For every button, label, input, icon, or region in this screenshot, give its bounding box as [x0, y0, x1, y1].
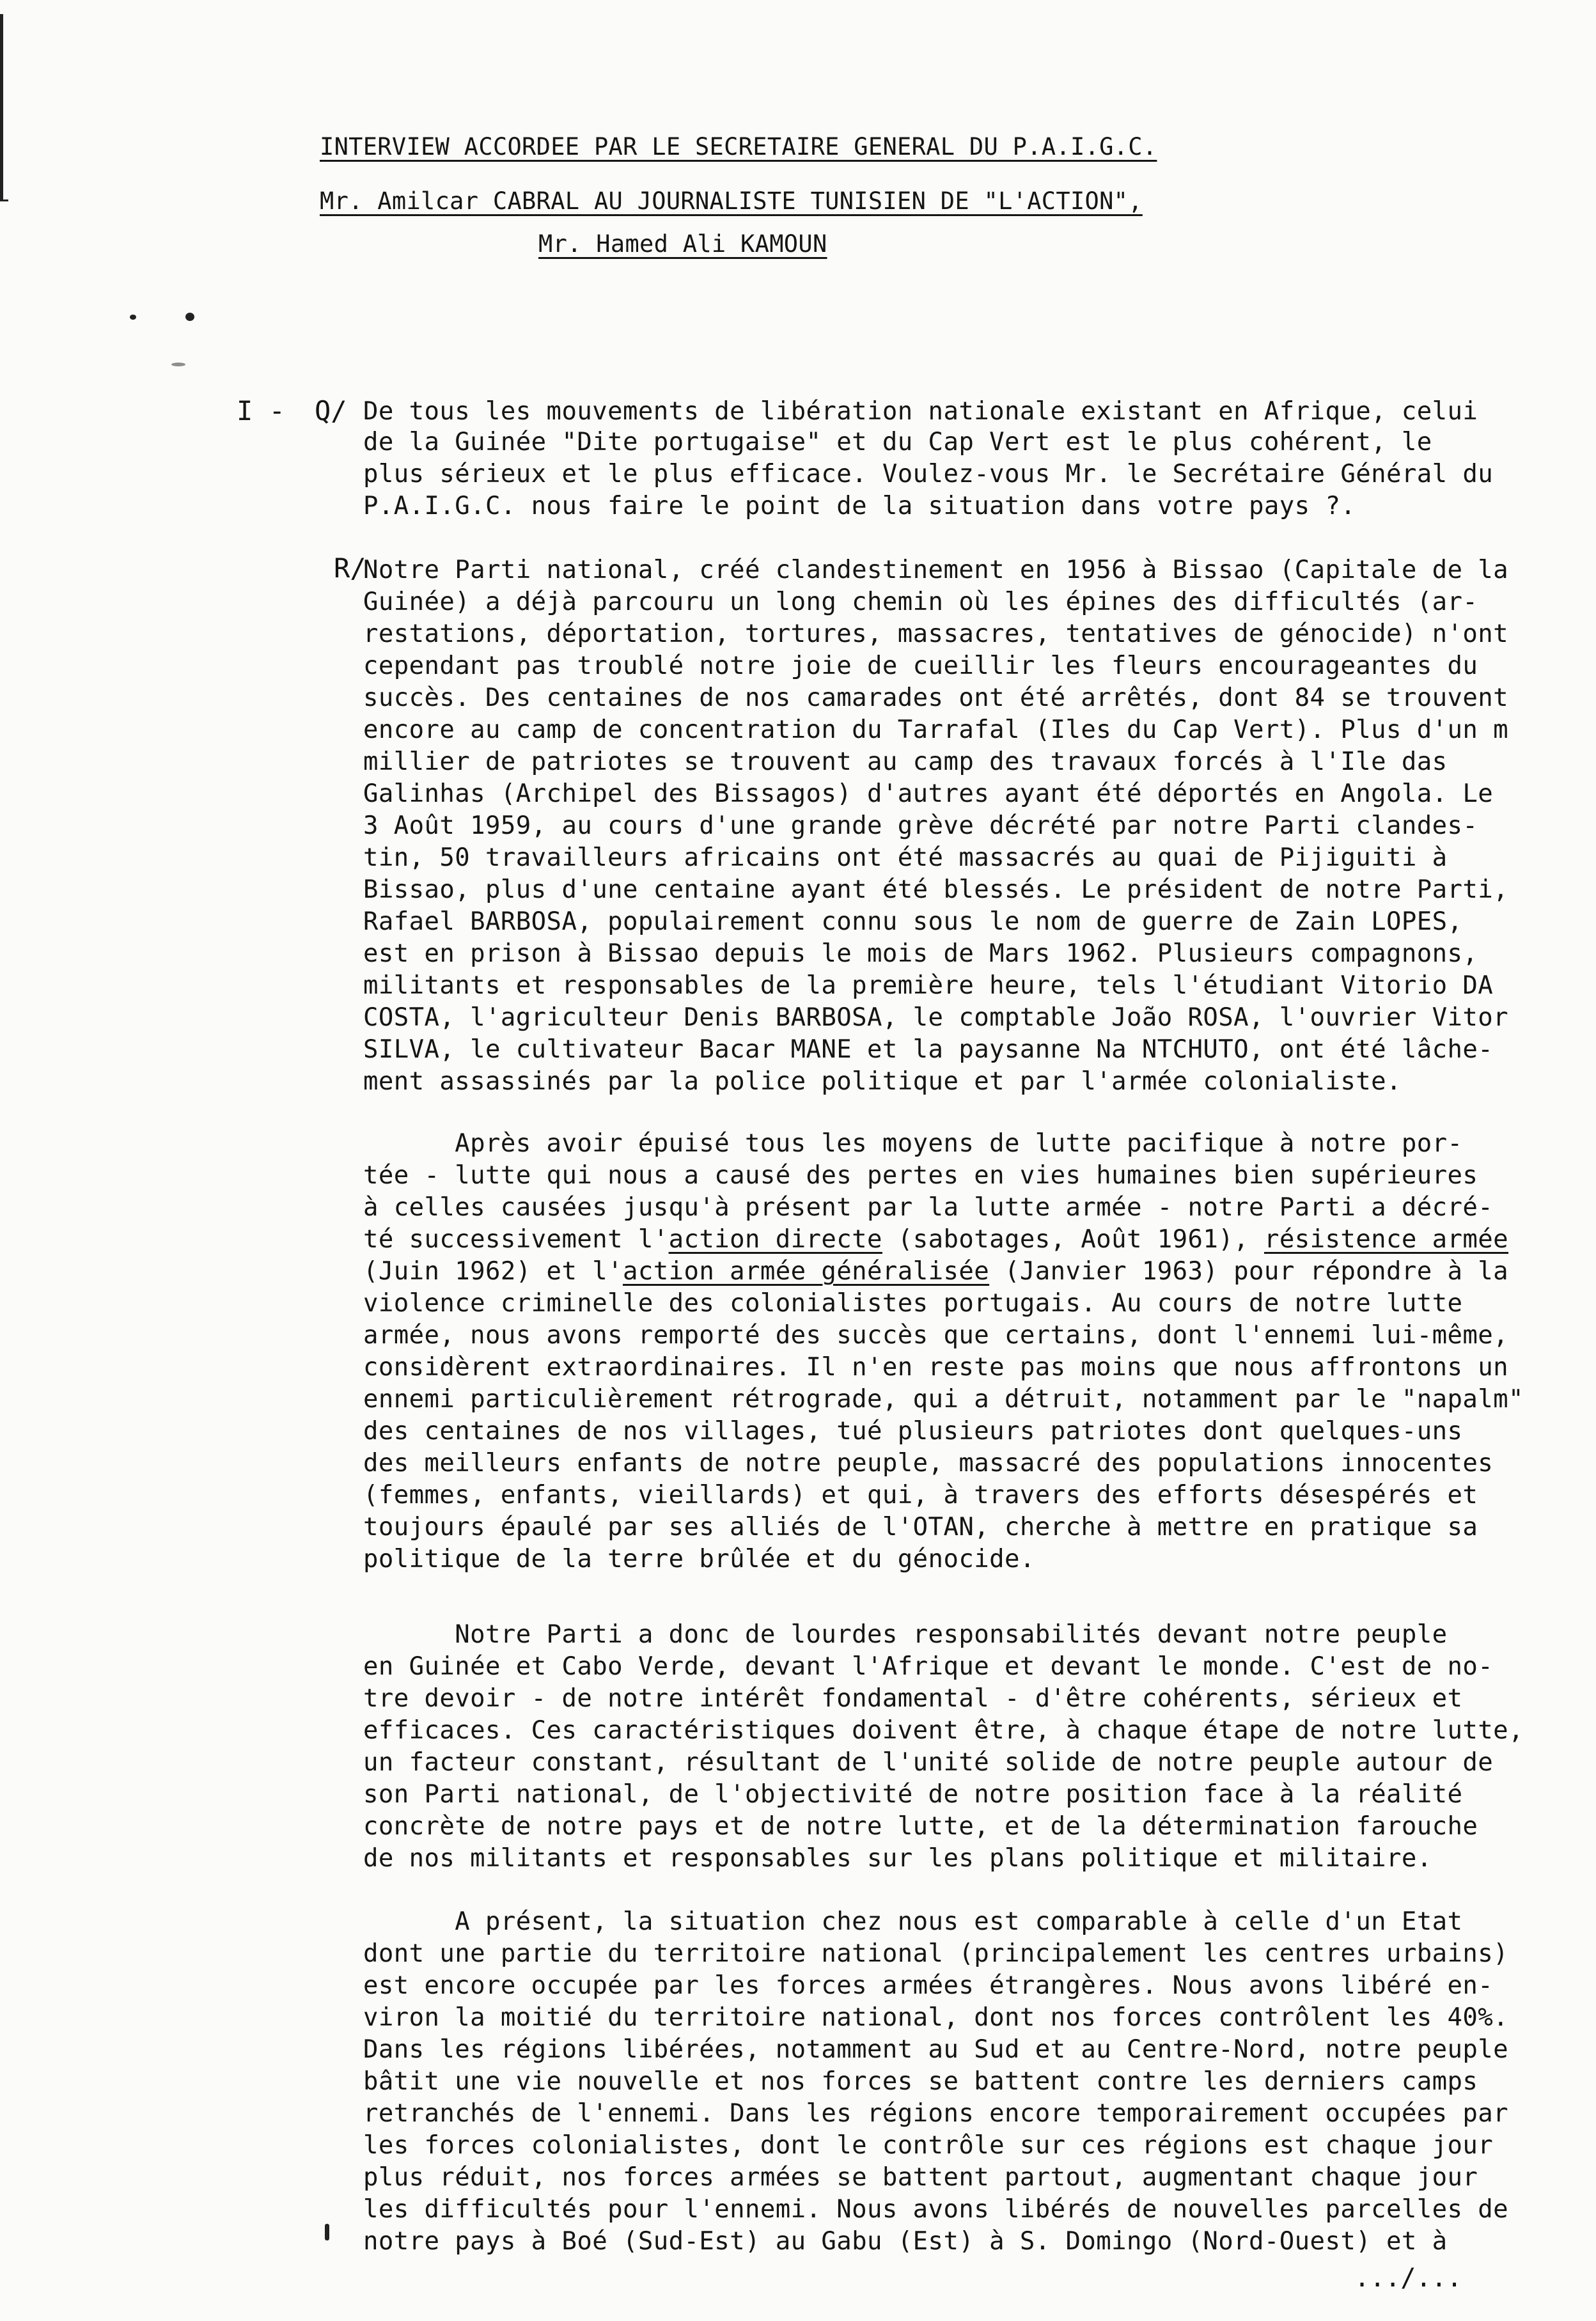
paragraph-line: considèrent extraordinaires. Il n'en reste pas moins que nous affrontons un	[363, 1353, 1508, 1382]
answer-line: militants et responsables de la première heure, tels l'étudiant Vitorio DA	[363, 971, 1494, 1000]
paragraph-line: toujours épaulé par ses alliés de l'OTAN, cherche à mettre en pratique sa	[363, 1513, 1478, 1542]
line-segment: (Juin 1962) et l'	[363, 1257, 623, 1286]
paragraph-line: son Parti national, de l'objectivité de notre position face à la réalité	[363, 1780, 1463, 1809]
paragraph-line: en Guinée et Cabo Verde, devant l'Afrique et devant le monde. C'est de no-	[363, 1652, 1494, 1681]
paragraph-line: un facteur constant, résultant de l'unité solide de notre peuple autour de	[363, 1748, 1494, 1777]
section-number: I -	[237, 395, 285, 426]
paragraph-line: les forces colonialistes, dont le contrôle sur ces régions est chaque jour	[363, 2131, 1494, 2160]
line-segment: (sabotages, Août 1961),	[882, 1225, 1264, 1254]
paragraph-line: est encore occupée par les forces armées étrangères. Nous avons libéré en-	[363, 1971, 1494, 2000]
line-segment: (Janvier 1963) pour répondre à la	[989, 1257, 1509, 1286]
question-line: plus sérieux et le plus efficace. Voulez-vous Mr. le Secrétaire Général du	[363, 460, 1494, 488]
paragraph-line: les difficultés pour l'ennemi. Nous avons libérés de nouvelles parcelles de	[363, 2195, 1508, 2224]
scan-speck	[185, 313, 194, 321]
paragraph-line: de nos militants et responsables sur les plans politique et militaire.	[363, 1844, 1432, 1873]
paragraph-line: plus réduit, nos forces armées se battent partout, augmentant chaque jour	[363, 2163, 1478, 2192]
answer-line: COSTA, l'agriculteur Denis BARBOSA, le comptable João ROSA, l'ouvrier Vitor	[363, 1003, 1508, 1032]
scan-speck	[130, 315, 136, 320]
answer-line: millier de patriotes se trouvent au camp des travaux forcés à l'Ile das	[363, 747, 1448, 776]
paragraph-line: Dans les régions libérées, notamment au Sud et au Centre-Nord, notre peuple	[363, 2035, 1508, 2064]
answer-line: 3 Août 1959, au cours d'une grande grève décrété par notre Parti clandes-	[363, 811, 1478, 840]
paragraph-line: des centaines de nos villages, tué plusieurs patriotes dont quelques-uns	[363, 1417, 1463, 1446]
paragraph-line: (femmes, enfants, vieillards) et qui, à travers des efforts désespérés et	[363, 1481, 1478, 1510]
header-line-2: Mr. Amilcar CABRAL AU JOURNALISTE TUNISIEN DE "L'ACTION",	[320, 187, 1143, 215]
header-line-1: INTERVIEW ACCORDEE PAR LE SECRETAIRE GENERAL DU P.A.I.G.C.	[320, 133, 1157, 160]
answer-marker: R/	[334, 552, 366, 584]
answer-line: tin, 50 travailleurs africains ont été massacrés au quai de Pijiguiti à	[363, 843, 1448, 872]
paragraph-line: armée, nous avons remporté des succès que certains, dont l'ennemi lui-même,	[363, 1321, 1508, 1350]
paragraph-line: A présent, la situation chez nous est comparable à celle d'un Etat	[363, 1907, 1463, 1936]
paragraph-line-underlined-terms	[363, 1224, 1508, 1255]
answer-line: restations, déportation, tortures, massacres, tentatives de génocide) n'ont	[363, 620, 1508, 648]
underlined-term-action-armee-generalisee: action armée généralisée	[622, 1257, 990, 1286]
paragraph-line: Notre Parti a donc de lourdes responsabilités devant notre peuple	[363, 1620, 1448, 1649]
paragraph-line: efficaces. Ces caractéristiques doivent être, à chaque étape de notre lutte,	[363, 1716, 1524, 1745]
answer-line: succès. Des centaines de nos camarades ont été arrêtés, dont 84 se trouvent	[363, 684, 1508, 712]
paragraph-line: tée - lutte qui nous a causé des pertes en vies humaines bien supérieures	[363, 1161, 1478, 1190]
header-line-3: Mr. Hamed Ali KAMOUN	[538, 230, 827, 258]
paragraph-line: à celles causées jusqu'à présent par la lutte armée - notre Parti a décré-	[363, 1193, 1494, 1222]
underlined-term-resistence-armee: résistence armée	[1264, 1225, 1509, 1254]
answer-line: SILVA, le cultivateur Bacar MANE et la paysanne Na NTCHUTO, ont été lâche-	[363, 1035, 1494, 1064]
answer-line: encore au camp de concentration du Tarrafal (Iles du Cap Vert). Plus d'un m	[363, 715, 1508, 744]
paragraph-line: retranchés de l'ennemi. Dans les régions encore temporairement occupées par	[363, 2099, 1508, 2128]
answer-line: cependant pas troublé notre joie de cueillir les fleurs encourageantes du	[363, 652, 1478, 680]
paragraph-line: viron la moitié du territoire national, dont nos forces contrôlent les 40%.	[363, 2003, 1508, 2032]
scan-speck	[171, 363, 185, 366]
underlined-term-action-directe: action directe	[668, 1225, 882, 1254]
paragraph-line: des meilleurs enfants de notre peuple, massacré des populations innocentes	[363, 1449, 1494, 1478]
paragraph-line: politique de la terre brûlée et du génocide.	[363, 1545, 1035, 1574]
paragraph-line: dont une partie du territoire national (principalement les centres urbains)	[363, 1939, 1508, 1968]
paragraph-line: Après avoir épuisé tous les moyens de lutte pacifique à notre por-	[363, 1129, 1463, 1158]
question-line: De tous les mouvements de libération nationale existant en Afrique, celui	[363, 397, 1478, 426]
paragraph-line: bâtit une vie nouvelle et nos forces se battent contre les derniers camps	[363, 2067, 1478, 2096]
question-marker: Q/	[315, 395, 347, 426]
question-line: P.A.I.G.C. nous faire le point de la situation dans votre pays ?.	[363, 492, 1356, 520]
scan-speck	[325, 2224, 329, 2240]
continuation-mark: .../...	[1354, 2263, 1462, 2293]
paragraph-line: concrète de notre pays et de notre lutte, et de la détermination farouche	[363, 1812, 1478, 1841]
answer-line: Rafael BARBOSA, populairement connu sous le nom de guerre de Zain LOPES,	[363, 907, 1463, 936]
paragraph-line: violence criminelle des colonialistes portugais. Au cours de notre lutte	[363, 1289, 1463, 1318]
paragraph-line-underlined-terms	[363, 1256, 1508, 1287]
paragraph-line: ennemi particulièrement rétrograde, qui a détruit, notamment par le "napalm"	[363, 1385, 1524, 1414]
line-segment: té successivement l'	[363, 1225, 669, 1254]
answer-line: est en prison à Bissao depuis le mois de Mars 1962. Plusieurs compagnons,	[363, 939, 1478, 968]
answer-line: Bissao, plus d'une centaine ayant été blessés. Le président de notre Parti,	[363, 875, 1508, 904]
paragraph-line: tre devoir - de notre intérêt fondamental - d'être cohérents, sérieux et	[363, 1684, 1463, 1713]
answer-line: Galinhas (Archipel des Bissagos) d'autres ayant été déportés en Angola. Le	[363, 779, 1494, 808]
answer-line: Notre Parti national, créé clandestinement en 1956 à Bissao (Capitale de la	[363, 556, 1508, 584]
question-line: de la Guinée "Dite portugaise" et du Cap Vert est le plus cohérent, le	[363, 428, 1432, 457]
left-margin-mark	[0, 14, 8, 201]
paragraph-line: notre pays à Boé (Sud-Est) au Gabu (Est) à S. Domingo (Nord-Ouest) et à	[363, 2227, 1448, 2256]
answer-line: ment assassinés par la police politique et par l'armée colonialiste.	[363, 1067, 1402, 1096]
answer-line: Guinée) a déjà parcouru un long chemin où les épines des difficultés (ar-	[363, 588, 1478, 616]
